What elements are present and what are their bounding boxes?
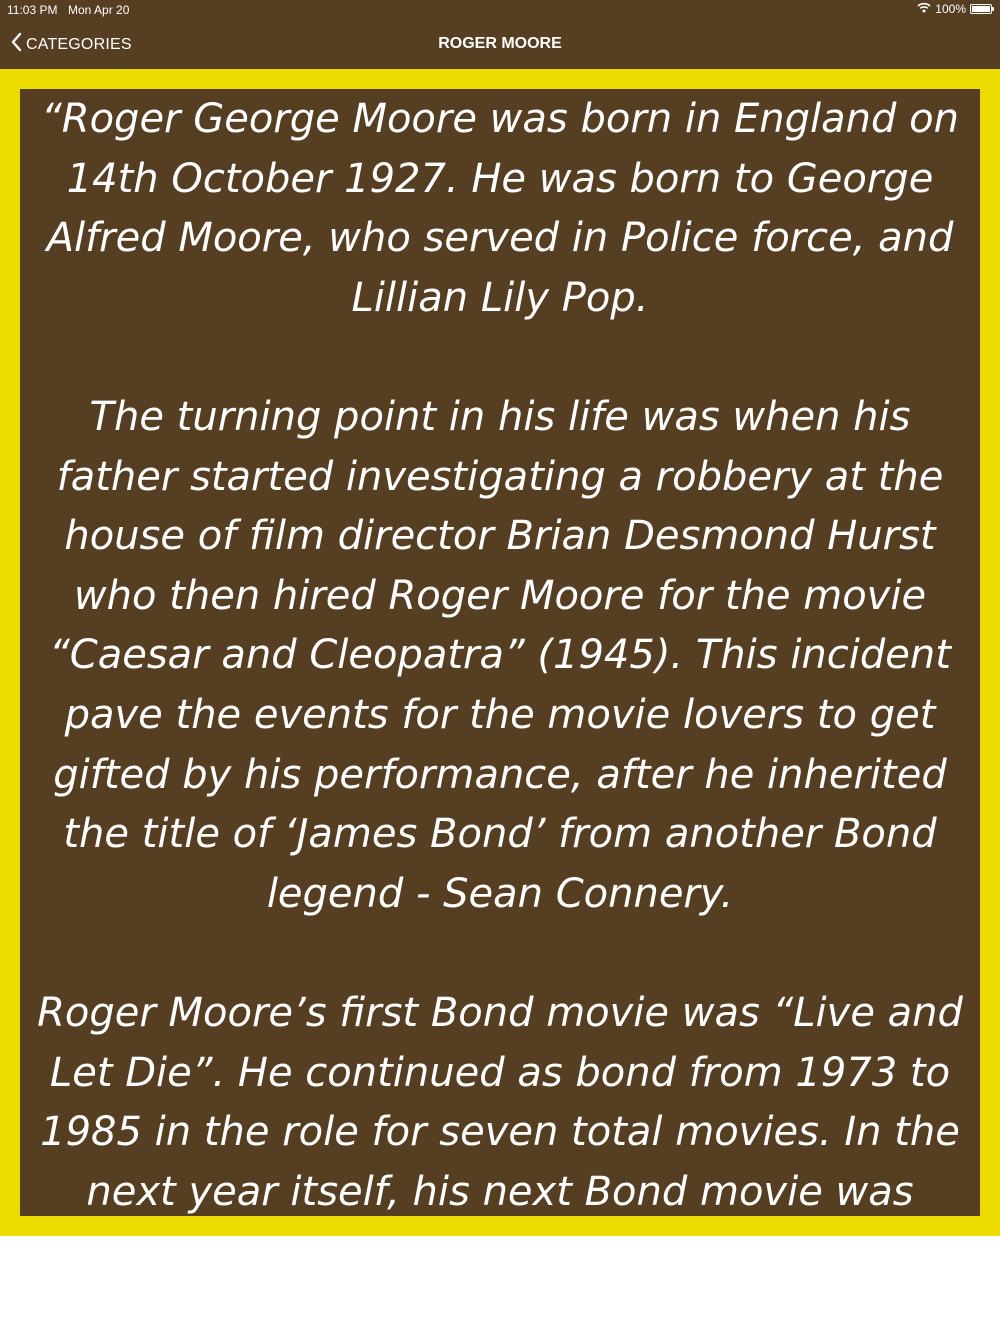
status-bar	[0, 0, 1000, 20]
navigation-bar	[0, 20, 1000, 69]
paragraph: The turning point in his life was when his father started investigating a robbery at the house of film director Brian Desmond Hurst who then hired Roger Moore for the movie “Caesar and Cleopatra” (1945). This incident pave the events for the movie lovers to get gifted by his performance, after he inherited the title of ‘James Bond’ from another Bond legend - Sean Connery.	[49, 393, 951, 917]
battery-fill	[972, 6, 990, 12]
paragraph: “Roger George Moore was born in England on 14th October 1927. He was born to George Alfred Moore, who served in Police force, and Lillian Lily Pop.	[41, 96, 959, 321]
status-right	[917, 2, 992, 16]
biography-text	[20, 89, 980, 1216]
content-frame	[0, 69, 1000, 1236]
status-date: Mon Apr 20	[68, 3, 130, 17]
content-panel[interactable]	[20, 89, 980, 1216]
battery-icon	[970, 4, 992, 14]
back-button-label: CATEGORIES	[26, 35, 132, 53]
status-time: 11:03 PM	[7, 3, 58, 17]
page-title: ROGER MOORE	[438, 35, 562, 52]
paragraph: Roger Moore’s first Bond movie was “Live and Let Die”. He continued as bond from 1973 to 1985 in the role for seven total movies. In the next year itself, his next Bond movie was	[37, 989, 963, 1215]
battery-percent: 100%	[935, 2, 966, 16]
wifi-icon	[917, 2, 931, 16]
